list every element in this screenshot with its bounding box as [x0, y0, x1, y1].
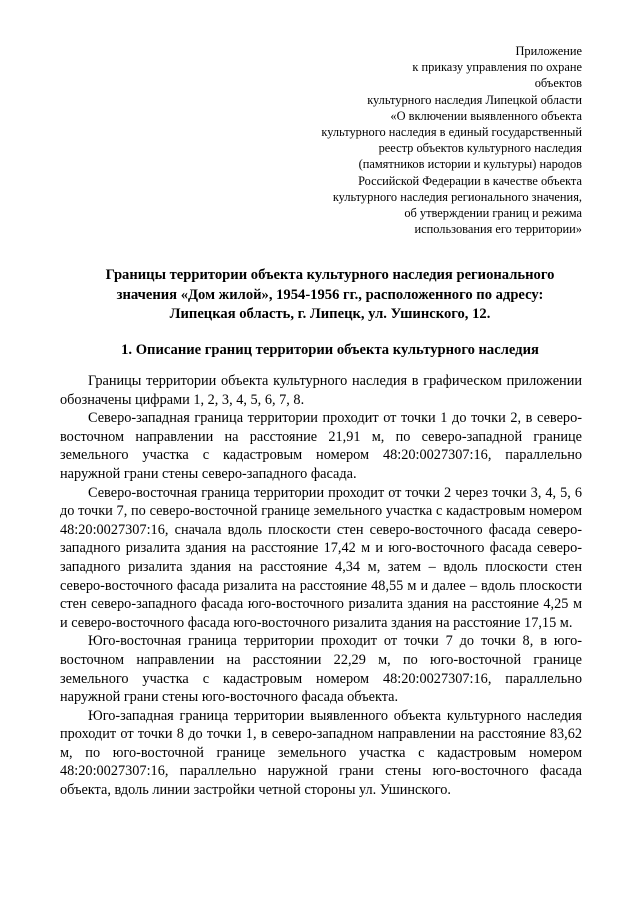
paragraph: Юго-восточная граница территории проходит от точки 7 до точки 8, в юго-восточном направлении на расстоянии 22,29 м, по юго-восточной границе земельного участка с кадастровым номером 48:20:0027307:16, параллельно наружной грани стены юго-восточного фасада объекта. — [60, 633, 582, 706]
appendix-block — [262, 43, 582, 237]
appendix-line: культурного наследия Липецкой области — [367, 92, 582, 107]
appendix-line: Российской Федерации в качестве объекта — [358, 173, 582, 188]
section-heading: 1. Описание границ территории объекта культурного наследия — [121, 342, 539, 358]
paragraph: Северо-восточная граница территории проходит от точки 2 через точки 3, 4, 5, 6 до точки 7, по северо-восточной границе земельного участка с кадастровым номером 48:20:0027307:16, сначала вдоль плоскости стен северо-восточного фасада северо-западного ризалита здания на расстояние 17,42 м и юго-восточного фасада северо-западного ризалита здания на расстояние 4,34 м, затем – вдоль плоскости стен северо-восточного фасада ризалита на расстояние 48,55 м и далее – вдоль плоскости стен северо-западного фасада юго-восточного ризалита здания на расстояние 4,25 м и северо-восточного фасада юго-восточного ризалита здания на расстояние 17,15 м. — [60, 484, 582, 631]
paragraph: Границы территории объекта культурного наследия в графическом приложении обозначены цифрами 1, 2, 3, 4, 5, 6, 7, 8. — [60, 373, 582, 408]
appendix-line: (памятников истории и культуры) народов — [358, 157, 582, 172]
title-line: Липецкая область, г. Липецк, ул. Ушинского, 12. — [169, 306, 491, 323]
appendix-line: использования его территории» — [414, 222, 582, 237]
body-text — [60, 372, 582, 800]
appendix-line: реестр объектов культурного наследия — [378, 141, 582, 156]
title-line: Границы территории объекта культурного наследия регионального — [105, 267, 555, 283]
appendix-line: об утверждении границ и режима — [404, 206, 582, 221]
appendix-line: к приказу управления по охране — [412, 60, 582, 75]
paragraph: Юго-западная граница территории выявленного объекта культурного наследия проходит от точки 8 до точки 1, в северо-западном направлении на расстояние 83,62 м, по юго-восточной границе земельного участка с кадастровым номером 48:20:0027307:16, параллельно наружной грани стены юго-восточного фасада объекта, вдоль линии застройки четной стороны ул. Ушинского. — [60, 707, 582, 799]
appendix-line: Приложение — [515, 44, 582, 58]
document-title — [60, 266, 600, 325]
appendix-line: объектов — [534, 76, 582, 91]
appendix-line: культурного наследия регионального значения, — [332, 189, 582, 204]
title-line: значения «Дом жилой», 1954-1956 гг., расположенного по адресу: — [116, 286, 544, 303]
appendix-line: культурного наследия в единый государственный — [321, 125, 582, 140]
appendix-line: «О включении выявленного объекта — [390, 108, 582, 123]
paragraph: Северо-западная граница территории проходит от точки 1 до точки 2, в северо-восточном направлении на расстояние 21,91 м, по северо-западной границе земельного участка с кадастровым номером 48:20:0027307:16, параллельно наружной грани стены северо-западного фасада. — [60, 410, 582, 482]
